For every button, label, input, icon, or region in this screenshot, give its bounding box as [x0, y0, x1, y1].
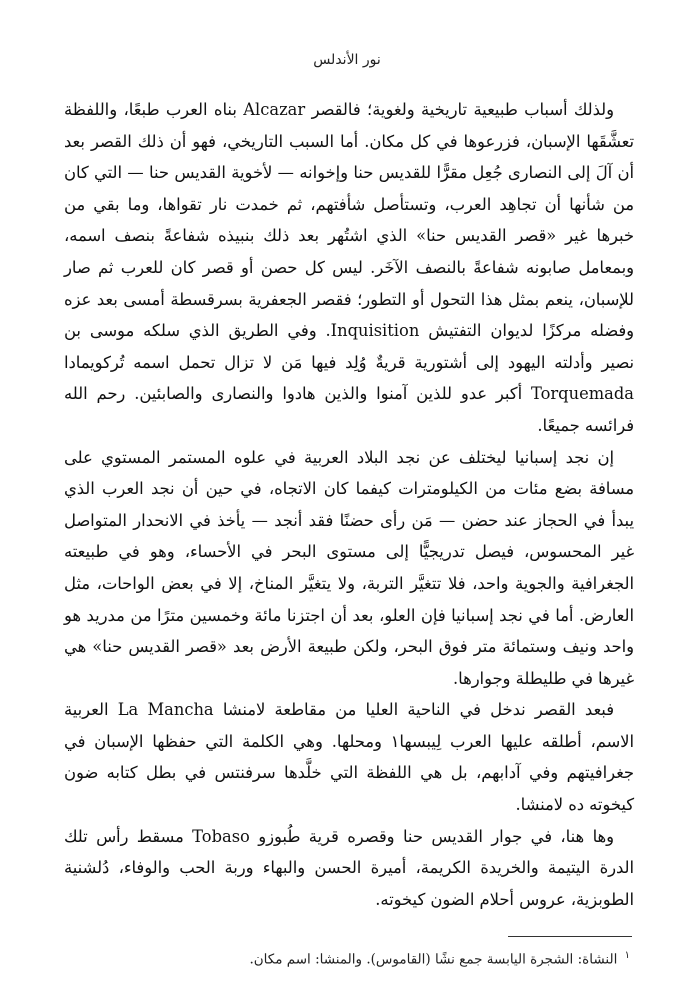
paragraph-1: ولذلك أسباب طبيعية تاريخية ولغوية؛ فالقصر Alcazar بناه العرب طبعًا، واللفظة تعشَّقَها الإسبان، فزرعوها في كل مكان. أما السبب التاريخي، فهو أن ذلك القصر بعد أن آلَ إلى النصارى جُعِل مقرًّا للقديس حنا وإخوانه — لأخوية القديس حنا — التي كان من شأنها أن تجاهِد العرب، وتستأصل شأفتهم، ثم خمدت نار تقواها، وما بقي من خبرها غير «قصر القديس حنا» الذي اشتُهر بعد ذلك بنبيذه شفاعةً بنصف اسمه، وبمعامل صابونه شفاعةً بالنصف الآخَر. ليس كل حصن أو قصر كان للعرب ثم صار للإسبان، ينعم بمثل هذا التحول أو التطور؛ فقصر الجعفرية بسرقسطة أمسى بعد عزه وفضله مركزًا لديوان التفتيش Inquisition. وفي الطريق الذي سلكه موسى بن نصير وأدلته اليهود إلى أشتورية قريةٌ وُلِد فيها مَن لا تزال تحمل اسمه تُركويمادا Torquemada أكبر عدو للذين آمنوا والذين هادوا والنصارى والصابئين. رحم الله فرائسه جميعًا. — [64, 100, 634, 435]
footnote-text: النشاة: الشجرة اليابسة جمع نشًا (القاموس). والمنشا: اسم مكان. — [249, 951, 618, 968]
paragraph-3: فبعد القصر ندخل في الناحية العليا من مقاطعة لامنشا La Mancha العربية الاسم، أطلقه عليها العرب لِيبسها١ ومحلها. وهي الكلمة التي حفظها الإسبان في جغرافيتهم وفي آدابهم، بل هي اللفظة التي خلَّدها سرفنتس في بطل كتابه ضون كيخوته ده لامنشا. — [64, 700, 634, 815]
main-text — [64, 94, 634, 915]
paragraph-4: وها هنا، في جوار القديس حنا وقصره قرية طُبوزو Tobaso مسقط رأس تلك الدرة اليتيمة والخريدة الكريمة، أميرة الحسن والبهاء وربة الحب والوفاء، دُلشنية الطوبزية، عروس أحلام الضون كيخوته. — [64, 826, 634, 909]
footnote — [70, 946, 630, 970]
running-header: نور الأندلس — [313, 52, 381, 68]
paragraph-2: إن نجد إسبانيا ليختلف عن نجد البلاد العربية في علوه المستمر المستوي على مسافة بضع مئات من الكيلومترات كيفما كان الاتجاه، في حين أن نجد العرب الذي يبدأ في الحجاز عند حضن — مَن رأى حضنًا فقد أنجد — يأخذ في الانحدار المتواصل غير المحسوس، فيصل تدريجيًّا إلى مستوى البحر في الأحساء، وهو في طبيعته الجغرافية والجوية واحد، فلا تتغيَّر التربة، ولا يتغيَّر المناخ، إلا في بعض الواحات، مثل العارض. أما في نجد إسبانيا فإن العلو، بعد أن اجتزنا مائة وخمسين مترًا من مدريد هو واحد ونيف وستمائة متر فوق البحر، ولكن طبيعة الأرض بعد «قصر القديس حنا» هي غيرها في طليطلة وجوارها. — [64, 447, 634, 688]
footnote-divider — [508, 936, 632, 937]
footnote-marker: ١ — [624, 950, 630, 961]
